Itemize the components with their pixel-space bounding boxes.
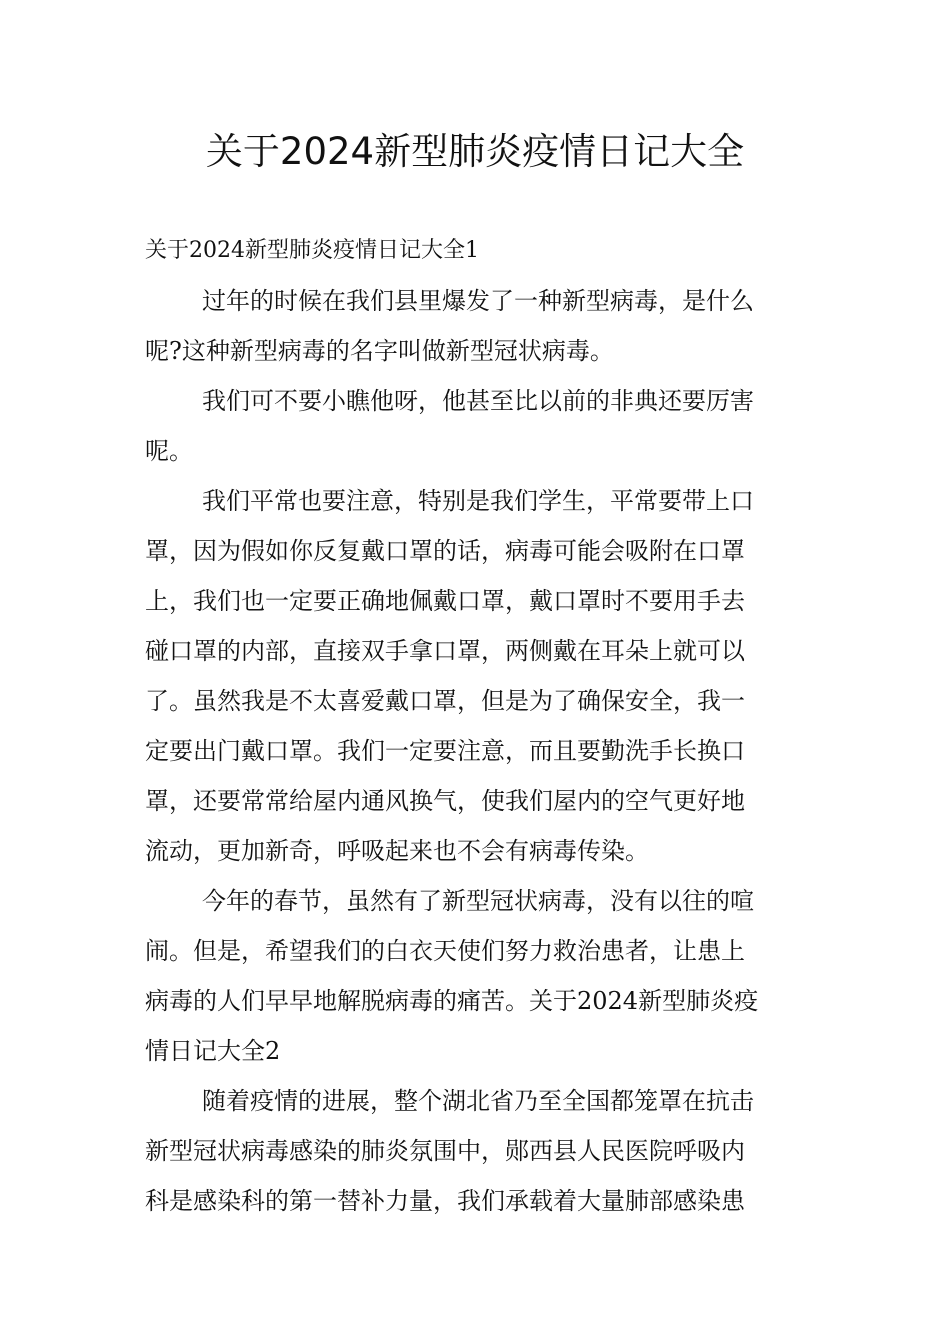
paragraph-line: 过年的时候在我们县里爆发了一种新型病毒，是什么 [202, 287, 754, 315]
paragraph-line: 科是感染科的第一替补力量，我们承载着大量肺部感染患 [145, 1187, 745, 1215]
paragraph-line: 我们可不要小瞧他呀，他甚至比以前的非典还要厉害 [202, 387, 754, 415]
section-heading: 关于2024新型肺炎疫情日记大全1 [145, 238, 479, 263]
paragraph-line: 呢?这种新型病毒的名字叫做新型冠状病毒。 [145, 337, 614, 365]
paragraph-line: 呢。 [145, 437, 193, 465]
paragraph-line: 病毒的人们早早地解脱病毒的痛苦。关于2024新型肺炎疫 [145, 987, 759, 1015]
paragraph-line: 上，我们也一定要正确地佩戴口罩，戴口罩时不要用手去 [145, 587, 745, 615]
paragraph-line: 流动，更加新奇，呼吸起来也不会有病毒传染。 [145, 837, 649, 865]
paragraph-line: 定要出门戴口罩。我们一定要注意，而且要勤洗手长换口 [145, 737, 745, 765]
paragraph-line: 罩，还要常常给屋内通风换气，使我们屋内的空气更好地 [145, 787, 745, 815]
paragraph-line: 新型冠状病毒感染的肺炎氛围中，郧西县人民医院呼吸内 [145, 1137, 745, 1165]
paragraph-line: 闹。但是，希望我们的白衣天使们努力救治患者，让患上 [145, 937, 745, 965]
paragraph-line: 碰口罩的内部，直接双手拿口罩，两侧戴在耳朵上就可以 [145, 637, 745, 665]
document-body [145, 226, 807, 1226]
paragraph-line: 随着疫情的进展，整个湖北省乃至全国都笼罩在抗击 [202, 1087, 754, 1115]
paragraph-line: 我们平常也要注意，特别是我们学生，平常要带上口 [202, 487, 754, 515]
paragraph-line: 罩，因为假如你反复戴口罩的话，病毒可能会吸附在口罩 [145, 537, 745, 565]
paragraph-line: 情日记大全2 [145, 1037, 281, 1065]
paragraph-line: 今年的春节，虽然有了新型冠状病毒，没有以往的喧 [202, 887, 754, 915]
paragraph-line: 了。虽然我是不太喜爱戴口罩，但是为了确保安全，我一 [145, 687, 745, 715]
document-title: 关于2024新型肺炎疫情日记大全 [205, 130, 745, 173]
